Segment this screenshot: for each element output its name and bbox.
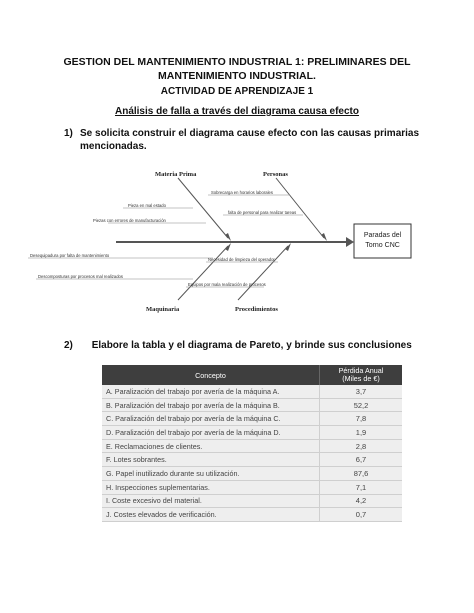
cause-label-2: Piezas con errores de manufacturación — [93, 218, 166, 223]
section-subtitle: Análisis de falla a través del diagrama causa efecto — [114, 106, 359, 117]
header-loss-line2: (Miles de €) — [342, 374, 380, 383]
row-concept: B. Paralización del trabajo por avería de la máquina B. — [102, 398, 320, 412]
row-value: 0,7 — [320, 508, 403, 522]
row-concept: F. Lotes sobrantes. — [102, 453, 320, 467]
row-value: 7,8 — [320, 412, 403, 426]
fishbone-diagram — [28, 165, 428, 320]
row-value: 7,1 — [320, 480, 403, 494]
table-row — [102, 508, 402, 522]
table-row — [102, 494, 402, 508]
question-1-text: Se solicita construir el diagrama cause efecto con las causas primarias mencionadas. — [80, 128, 420, 152]
row-concept: G. Papel inutilizado durante su utilización. — [102, 467, 320, 481]
question-2 — [64, 340, 412, 351]
row-concept: J. Costes elevados de verificación. — [102, 508, 320, 522]
row-concept: A. Paralización del trabajo por avería de la máquina A. — [102, 385, 320, 398]
bone-maquinaria — [178, 246, 228, 300]
category-procedimientos: Procedimientos — [235, 306, 278, 313]
activity-heading: ACTIVIDAD DE APRENDIZAJE 1 — [160, 86, 314, 97]
effect-label-line2: Torno CNC — [365, 242, 400, 249]
header-loss — [320, 365, 403, 385]
bone-personas — [276, 178, 324, 238]
row-concept: C. Paralización del trabajo por avería de la máquina C. — [102, 412, 320, 426]
row-value: 52,2 — [320, 398, 403, 412]
document-title: GESTION DEL MANTENIMIENTO INDUSTRIAL 1: PRELIMINARES DEL MANTENIMIENTO INDUSTRIAL. — [63, 56, 411, 82]
header-loss-line1: Pérdida Anual — [338, 366, 384, 375]
table-row — [102, 385, 402, 398]
row-value: 1,9 — [320, 426, 403, 440]
cause-label-1: Pieza en mal estado — [128, 203, 166, 208]
category-maquinaria: Maquinaria — [146, 306, 180, 313]
cause-label-8: Equipos por mala realización de procesos — [188, 282, 266, 287]
row-value: 6,7 — [320, 453, 403, 467]
bone-procedimientos — [238, 246, 288, 300]
question-1-number: 1) — [64, 128, 73, 139]
row-value: 87,6 — [320, 467, 403, 481]
cause-label-3: Sobrecarga en horarios laborales — [211, 190, 273, 195]
table-row — [102, 439, 402, 453]
table-row — [102, 480, 402, 494]
row-concept: H. Inspecciones suplementarias. — [102, 480, 320, 494]
question-2-number: 2) — [64, 340, 73, 351]
header-concept: Concepto — [102, 365, 320, 385]
cause-label-5: Desequipadura por falta de mantenimiento — [30, 253, 110, 258]
table-row — [102, 398, 402, 412]
effect-label-line1: Paradas del — [363, 232, 402, 239]
table-row — [102, 426, 402, 440]
cause-label-6: Descomposturas por procesos mal realizados — [38, 274, 123, 279]
row-concept: D. Paralización del trabajo por avería de la máquina D. — [102, 426, 320, 440]
row-value: 3,7 — [320, 385, 403, 398]
category-materia-prima: Materia Prima — [155, 171, 197, 178]
spine-arrowhead — [346, 237, 354, 247]
table-row — [102, 412, 402, 426]
row-concept: I. Coste excesivo del material. — [102, 494, 320, 508]
row-value: 2,8 — [320, 439, 403, 453]
row-value: 4,2 — [320, 494, 403, 508]
cause-label-7: Necesidad de limpieza del operador — [208, 257, 275, 262]
row-concept: E. Reclamaciones de clientes. — [102, 439, 320, 453]
question-2-text: Elabore la tabla y el diagrama de Pareto, y brinde sus conclusiones — [91, 340, 412, 351]
effect-box — [354, 224, 411, 258]
table-row — [102, 453, 402, 467]
loss-table — [102, 365, 402, 522]
cause-label-4: falta de personal para realizar tareas — [228, 210, 297, 215]
table-row — [102, 467, 402, 481]
table-header-row — [102, 365, 402, 385]
category-personas: Personas — [263, 171, 288, 178]
